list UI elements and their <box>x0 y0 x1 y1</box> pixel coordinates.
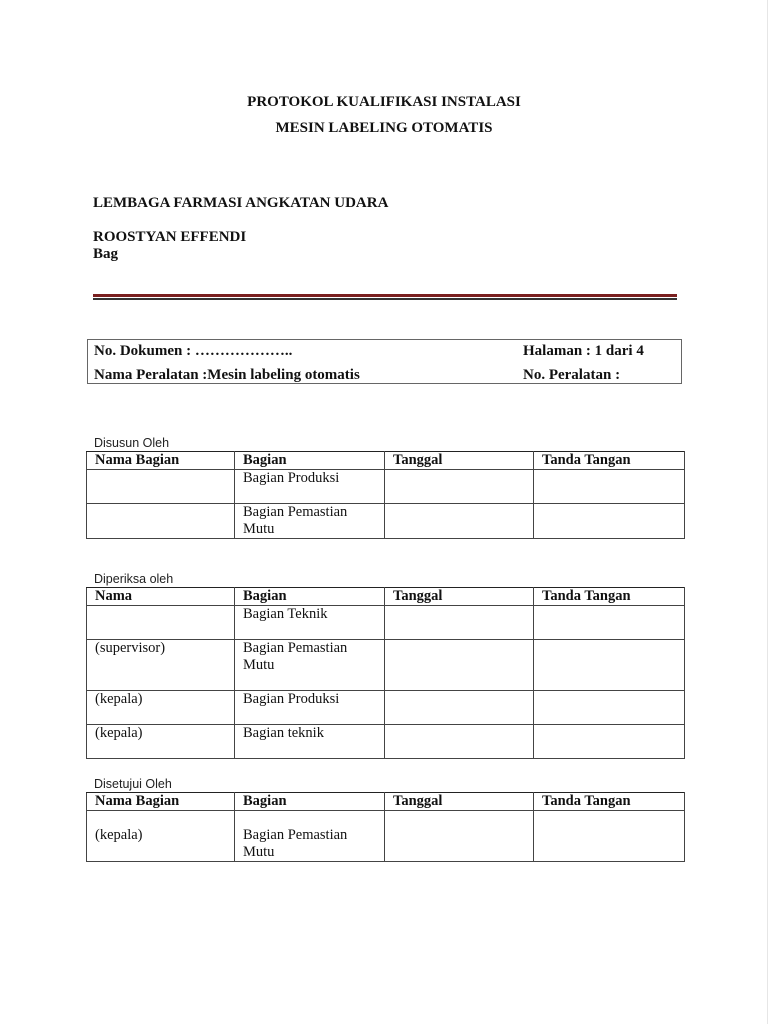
table-row <box>87 640 685 691</box>
date-cell <box>385 640 534 691</box>
header-name: Nama Bagian <box>87 452 235 470</box>
table-row <box>87 470 685 504</box>
header-rule-top <box>93 294 677 297</box>
table-header-row <box>87 588 685 606</box>
signature-cell <box>534 725 685 759</box>
header-signature: Tanda Tangan <box>534 793 685 811</box>
department-cell: Bagian Pemastian Mutu <box>235 640 385 691</box>
table-header-row <box>87 452 685 470</box>
date-cell <box>385 470 534 504</box>
header-date: Tanggal <box>385 793 534 811</box>
header-date: Tanggal <box>385 588 534 606</box>
name-cell <box>87 606 235 640</box>
date-cell <box>385 691 534 725</box>
header-department: Bagian <box>235 452 385 470</box>
department-cell: Bagian teknik <box>235 725 385 759</box>
equipment-name: Nama Peralatan :Mesin labeling otomatis <box>94 367 360 383</box>
author-unit: Bag <box>93 246 119 262</box>
page-number: Halaman : 1 dari 4 <box>523 343 644 359</box>
checked-by-label: Diperiksa oleh <box>94 572 174 586</box>
signature-cell <box>534 811 685 862</box>
department-cell: Bagian Produksi <box>235 691 385 725</box>
table-row <box>87 691 685 725</box>
name-cell: (supervisor) <box>87 640 235 691</box>
document-subtitle: MESIN LABELING OTOMATIS <box>275 120 493 136</box>
department-cell: Bagian Teknik <box>235 606 385 640</box>
signature-cell <box>534 470 685 504</box>
date-cell <box>385 504 534 539</box>
name-cell: (kepala) <box>87 725 235 759</box>
prepared-by-table <box>86 451 685 539</box>
name-cell: (kepala) <box>87 691 235 725</box>
author-name: ROOSTYAN EFFENDI <box>93 229 247 245</box>
signature-cell <box>534 606 685 640</box>
institution-name: LEMBAGA FARMASI ANGKATAN UDARA <box>93 195 389 211</box>
name-cell <box>87 504 235 539</box>
table-row <box>87 504 685 539</box>
equipment-number: No. Peralatan : <box>523 367 621 383</box>
header-name: Nama <box>87 588 235 606</box>
name-cell <box>87 470 235 504</box>
date-cell <box>385 725 534 759</box>
document-title: PROTOKOL KUALIFIKASI INSTALASI <box>247 94 521 110</box>
name-cell: (kepala) <box>87 811 235 862</box>
date-cell <box>385 811 534 862</box>
table-row <box>87 811 685 862</box>
header-department: Bagian <box>235 588 385 606</box>
approved-by-label: Disetujui Oleh <box>94 777 172 791</box>
document-number: No. Dokumen : ……………….. <box>94 343 293 359</box>
table-row <box>87 725 685 759</box>
department-cell: Bagian Pemastian Mutu <box>235 811 385 862</box>
signature-cell <box>534 504 685 539</box>
header-signature: Tanda Tangan <box>534 588 685 606</box>
signature-cell <box>534 691 685 725</box>
signature-cell <box>534 640 685 691</box>
department-cell: Bagian Produksi <box>235 470 385 504</box>
header-signature: Tanda Tangan <box>534 452 685 470</box>
prepared-by-label: Disusun Oleh <box>94 436 170 450</box>
date-cell <box>385 606 534 640</box>
department-cell: Bagian Pemastian Mutu <box>235 504 385 539</box>
checked-by-table <box>86 587 685 759</box>
table-header-row <box>87 793 685 811</box>
header-name: Nama Bagian <box>87 793 235 811</box>
header-date: Tanggal <box>385 452 534 470</box>
header-department: Bagian <box>235 793 385 811</box>
document-info-box <box>87 339 682 384</box>
header-rule-bottom <box>93 298 677 300</box>
approved-by-table <box>86 792 685 862</box>
table-row <box>87 606 685 640</box>
